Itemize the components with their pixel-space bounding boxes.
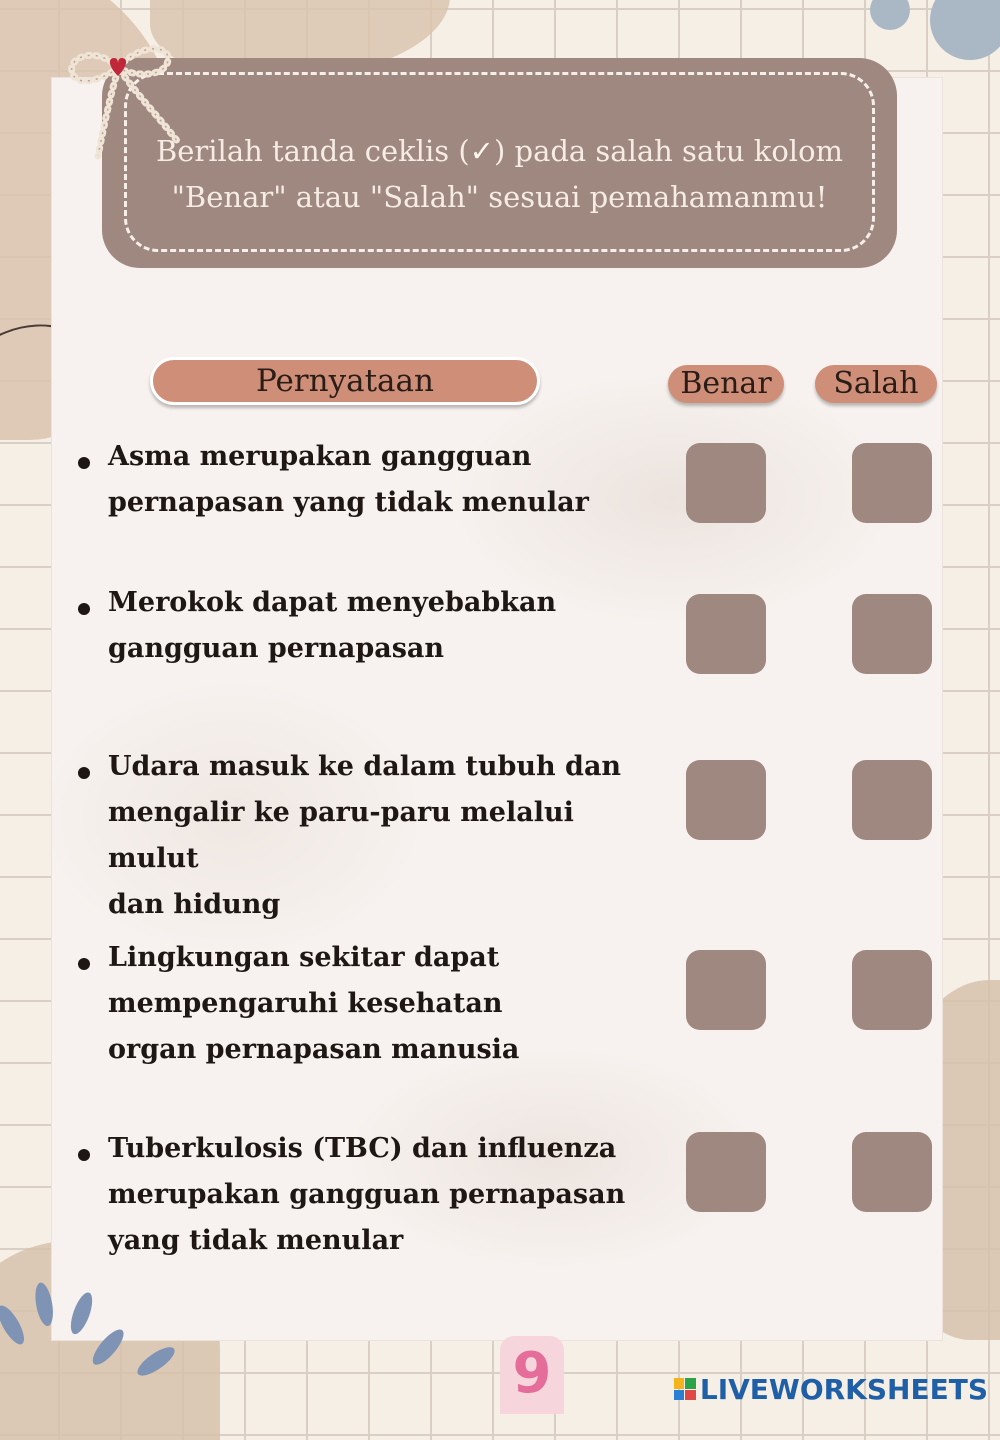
instruction-text: [142, 128, 857, 220]
statement-text: Asma merupakan gangguan pernapasan yang tidak menular: [108, 441, 589, 518]
checkbox-salah-4[interactable]: [852, 950, 932, 1030]
ribbon-bow-icon: [58, 36, 188, 176]
statement-text: Udara masuk ke dalam tubuh dan mengalir ke paru-paru melalui mulut dan hidung: [108, 751, 622, 920]
bullet-icon: [78, 958, 90, 970]
checkbox-salah-2[interactable]: [852, 594, 932, 674]
false-column-header: Salah: [815, 365, 937, 403]
liveworksheets-logo-icon: [674, 1378, 696, 1400]
checkbox-benar-4[interactable]: [686, 950, 766, 1030]
checkbox-benar-3[interactable]: [686, 760, 766, 840]
instruction-line1-post: ) pada salah satu kolom: [493, 134, 844, 168]
liveworksheets-brand: [674, 1372, 988, 1406]
instruction-line2: "Benar" atau "Salah" sesuai pemahamanmu!: [171, 180, 828, 214]
statement-text: Tuberkulosis (TBC) dan influenza merupakan gangguan pernapasan yang tidak menular: [108, 1133, 626, 1256]
bullet-icon: [78, 1149, 90, 1161]
bullet-icon: [78, 457, 90, 469]
decorative-circle: [930, 0, 1000, 60]
checkbox-benar-2[interactable]: [686, 594, 766, 674]
true-column-header: Benar: [668, 365, 784, 403]
instruction-banner: [102, 58, 897, 268]
statement-column-header: Pernyataan: [150, 357, 540, 405]
checkbox-salah-3[interactable]: [852, 760, 932, 840]
checkbox-salah-1[interactable]: [852, 443, 932, 523]
statement-text: Merokok dapat menyebabkan gangguan pernapasan: [108, 587, 557, 664]
instruction-line1-pre: Berilah tanda ceklis (: [155, 134, 470, 168]
page-number: 9: [500, 1336, 564, 1414]
check-icon: ✓: [469, 134, 494, 168]
checkbox-salah-5[interactable]: [852, 1132, 932, 1212]
bullet-icon: [78, 767, 90, 779]
brand-name: LIVEWORKSHEETS: [699, 1372, 988, 1406]
statement-text: Lingkungan sekitar dapat mempengaruhi kesehatan organ pernapasan manusia: [108, 942, 520, 1065]
checkbox-benar-1[interactable]: [686, 443, 766, 523]
bullet-icon: [78, 603, 90, 615]
checkbox-benar-5[interactable]: [686, 1132, 766, 1212]
decorative-circle: [870, 0, 910, 30]
